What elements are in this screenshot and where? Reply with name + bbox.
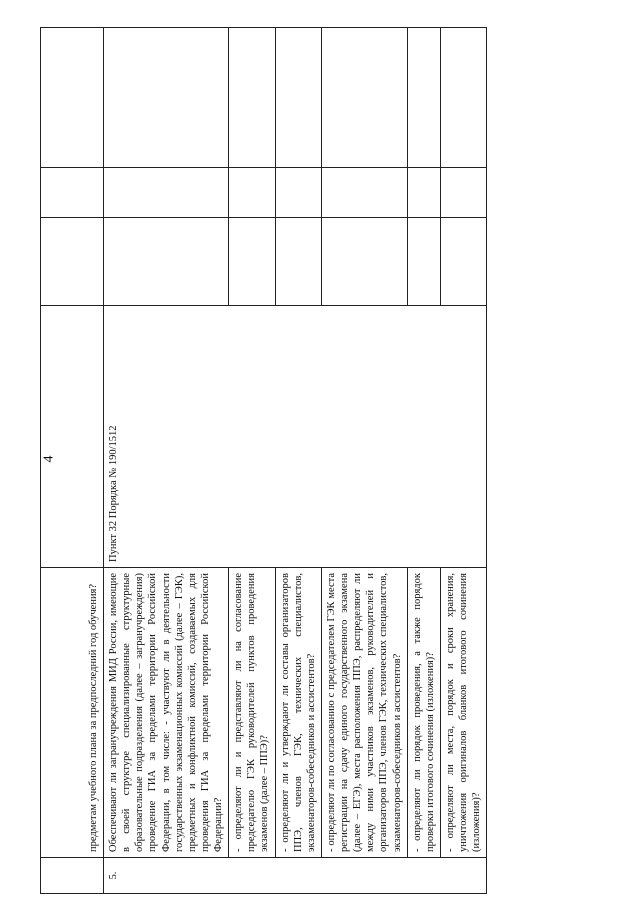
answer-cell-a [407,218,440,306]
answer-cell-b [229,168,275,218]
answer-cell-c [407,28,440,168]
reference-cell [41,306,104,568]
answer-cell-b [321,168,407,218]
checklist-table [40,27,487,894]
answer-cell-b [407,168,440,218]
section-number: 5. [104,858,487,894]
table-row [104,28,229,894]
answer-cell-b [104,168,229,218]
question-cell: - определяют ли порядок проведения, а также порядок проверки итогового сочинения (изложения)? [407,568,440,858]
answer-cell-b [440,168,486,218]
answer-cell-a [104,218,229,306]
page-number: 4 [41,455,57,463]
checklist-table-sheet [40,28,600,894]
number-cell [41,858,104,894]
answer-cell-c [104,28,229,168]
question-cell: - определяют ли и представляют ли на согласование председателю ГЭК руководителей пунктов проведения экзаменов (далее – ППЭ)? [229,568,275,858]
question-cell: - определяют ли по согласованию с председателем ГЭК места регистрации на сдачу единого государственного экзамена (далее – ЕГЭ), места расположения ППЭ, распределяют ли между ними участников экзаменов, руководителей и организаторов ППЭ, членов ГЭК, технических специалистов, экзаменаторов-собеседников и ассистентов? [321,568,407,858]
question-cell: - определяют ли и утверждают ли составы организаторов ППЭ, членов ГЭК, технических специалистов, экзаменаторов-собеседников и ассистентов? [275,568,321,858]
answer-cell-c [275,28,321,168]
continuation-row [41,28,104,894]
answer-cell-a [41,218,104,306]
answer-cell-a [440,218,486,306]
answer-cell-c [229,28,275,168]
answer-cell-b [41,168,104,218]
question-cell: предметам учебного плана за предпоследний год обучения? [41,568,104,858]
answer-cell-c [41,28,104,168]
question-cell: Обеспечивают ли загранучреждения МИД России, имеющие в своей структуре специализированные структурные образовательные подразделения (далее – загранучреждения) проведение ГИА за пределами территории Российской Федерации, в том числе: - участвуют ли в деятельности государственных экзаменационных комиссий (далее – ГЭК), предметных и конфликтной комиссий, создаваемых для проведения ГИА за пределами территории Российской Федерации? [104,568,229,858]
answer-cell-a [229,218,275,306]
answer-cell-b [275,168,321,218]
reference-cell: Пункт 32 Порядка № 190/1512 [104,306,487,568]
answer-cell-c [321,28,407,168]
answer-cell-c [440,28,486,168]
answer-cell-a [321,218,407,306]
answer-cell-a [275,218,321,306]
question-cell: - определяют ли места, порядок и сроки хранения, уничтожения оригиналов бланков итогового сочинения (изложения)? [440,568,486,858]
